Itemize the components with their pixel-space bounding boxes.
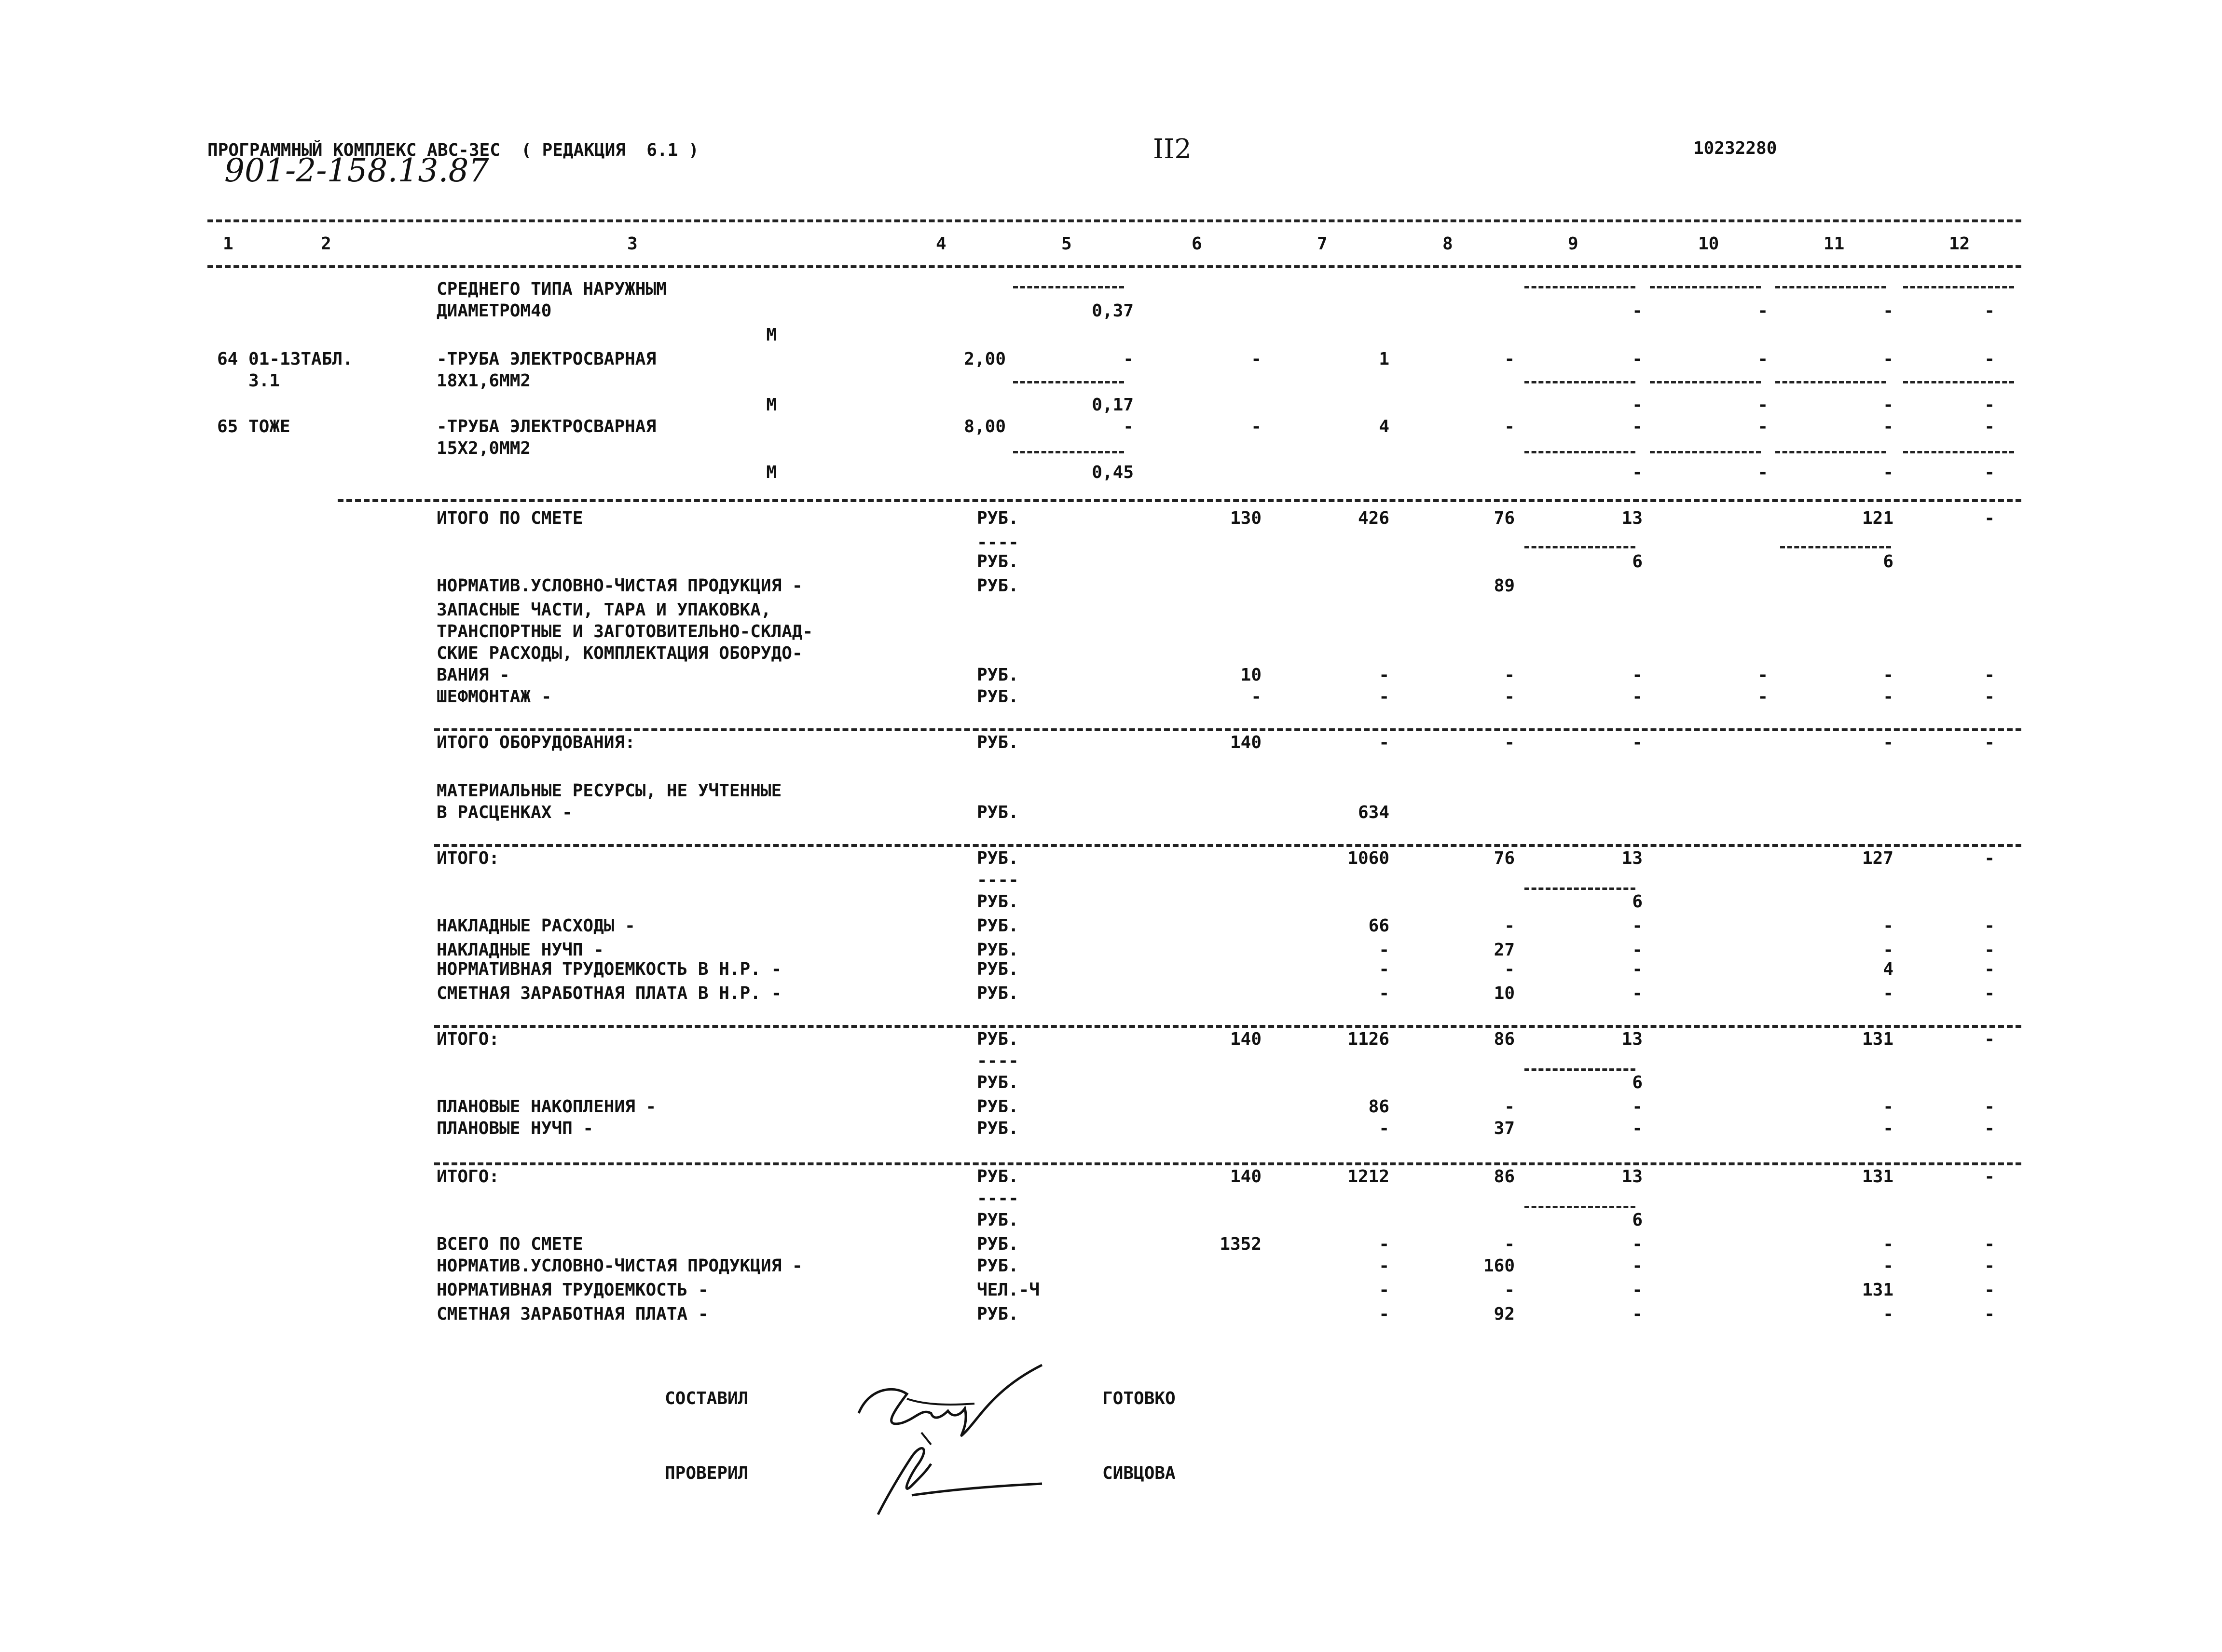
- cell-c3: 18Х1,6ММ2: [437, 371, 531, 391]
- cell-c4u: М: [766, 463, 777, 482]
- cell-c8: 37: [1494, 1119, 1515, 1138]
- cell-c10: -: [1757, 463, 1768, 482]
- cell-c12: -: [1984, 848, 1995, 868]
- cell-c3: ПЛАНОВЫЕ НУЧП -: [437, 1119, 594, 1138]
- cell-c12: -: [1984, 463, 1995, 482]
- cell-c8: 76: [1494, 848, 1515, 868]
- cell-cu: РУБ.: [977, 803, 1019, 822]
- separator-line: [207, 219, 2021, 222]
- column-underline: [1650, 381, 1761, 383]
- cell-c12: -: [1984, 940, 1995, 960]
- cell-c6: 1352: [1220, 1234, 1262, 1254]
- cell-cu: РУБ.: [977, 848, 1019, 868]
- cell-c6: 140: [1230, 1167, 1262, 1187]
- cell-c11: -: [1883, 417, 1893, 437]
- column-underline: [1524, 1068, 1635, 1071]
- cell-c6: 140: [1230, 1029, 1262, 1049]
- cell-c3: 15Х2,0ММ2: [437, 438, 531, 458]
- column-header-3: 3: [627, 234, 638, 254]
- cell-c7: 86: [1368, 1097, 1389, 1117]
- cell-c12: -: [1984, 1280, 1995, 1300]
- cell-c12: -: [1984, 1029, 1995, 1049]
- cell-c7: -: [1379, 1304, 1389, 1324]
- cell-c9: 6: [1632, 552, 1643, 572]
- column-underline: [1903, 286, 2014, 288]
- cell-c7: -: [1379, 940, 1389, 960]
- cell-c8: -: [1504, 733, 1515, 752]
- cell-c7: -: [1379, 1119, 1389, 1138]
- cell-c11: -: [1883, 983, 1893, 1003]
- checked-by-label: ПРОВЕРИЛ: [665, 1463, 749, 1483]
- separator-line: [434, 1162, 2021, 1165]
- cell-c11: 131: [1862, 1167, 1893, 1187]
- column-underline: [1903, 451, 2014, 453]
- cell-c11: 121: [1862, 508, 1893, 528]
- page-number: II2: [1153, 134, 1192, 165]
- cell-c4u: М: [766, 325, 777, 345]
- cell-c8: -: [1504, 916, 1515, 936]
- cell-c9: -: [1632, 940, 1643, 960]
- cell-c5: 0,37: [1092, 301, 1134, 321]
- cell-cu: РУБ.: [977, 1210, 1019, 1230]
- column-underline: [1524, 546, 1635, 548]
- column-underline: [1013, 451, 1124, 453]
- column-underline: [1524, 381, 1635, 383]
- column-underline: [1780, 546, 1891, 548]
- cell-c11: 131: [1862, 1280, 1893, 1300]
- cell-cu: РУБ.: [977, 1234, 1019, 1254]
- cell-cu: РУБ.: [977, 916, 1019, 936]
- cell-c9: 13: [1621, 1029, 1643, 1049]
- cell-c12: -: [1984, 959, 1995, 979]
- cell-c2: 01-13ТАБЛ.: [248, 349, 353, 369]
- cell-c12: -: [1984, 916, 1995, 936]
- column-header-2: 2: [321, 234, 331, 254]
- cell-c3: ПЛАНОВЫЕ НАКОПЛЕНИЯ -: [437, 1097, 657, 1117]
- cell-cu: ЧЕЛ.-Ч: [977, 1280, 1040, 1300]
- cell-c12: -: [1984, 983, 1995, 1003]
- cell-c8: -: [1504, 1097, 1515, 1117]
- cell-c9: 6: [1632, 892, 1643, 912]
- cell-c3: ВАНИЯ -: [437, 665, 510, 685]
- checked-by-name: СИВЦОВА: [1102, 1463, 1176, 1483]
- cell-c7: -: [1379, 733, 1389, 752]
- cell-c7: -: [1379, 983, 1389, 1003]
- cell-c3: ДИАМЕТРОМ40: [437, 301, 552, 321]
- cell-c8: -: [1504, 1280, 1515, 1300]
- cell-c8: 89: [1494, 576, 1515, 596]
- column-underline: [1524, 451, 1635, 453]
- cell-c3: НОРМАТИВНАЯ ТРУДОЕМКОСТЬ -: [437, 1280, 709, 1300]
- cell-c10: -: [1757, 417, 1768, 437]
- cell-c9: 6: [1632, 1210, 1643, 1230]
- cell-c12: -: [1984, 508, 1995, 528]
- cell-c3: НОРМАТИВНАЯ ТРУДОЕМКОСТЬ В Н.Р. -: [437, 959, 782, 979]
- cell-c8: 92: [1494, 1304, 1515, 1324]
- cell-c9: -: [1632, 983, 1643, 1003]
- cell-c3: МАТЕРИАЛЬНЫЕ РЕСУРСЫ, НЕ УЧТЕННЫЕ: [437, 781, 782, 801]
- cell-c11: -: [1883, 1234, 1893, 1254]
- cell-cu: РУБ.: [977, 687, 1019, 707]
- compiled-by-label: СОСТАВИЛ: [665, 1389, 749, 1408]
- cell-c9: 13: [1621, 1167, 1643, 1187]
- cell-c8: -: [1504, 665, 1515, 685]
- signature-scribble: [849, 1360, 1052, 1524]
- cell-c6: 140: [1230, 733, 1262, 752]
- cell-cu: ----: [977, 1188, 1019, 1208]
- cell-c11: 127: [1862, 848, 1893, 868]
- cell-c11: -: [1883, 665, 1893, 685]
- cell-c7: 1: [1379, 349, 1389, 369]
- cell-c8: 76: [1494, 508, 1515, 528]
- cell-cu: РУБ.: [977, 1167, 1019, 1187]
- column-underline: [1013, 381, 1124, 383]
- column-underline: [1524, 286, 1635, 288]
- separator-line: [338, 499, 2021, 502]
- column-header-1: 1: [223, 234, 233, 254]
- cell-c12: -: [1984, 1234, 1995, 1254]
- cell-c9: -: [1632, 1256, 1643, 1276]
- cell-c11: -: [1883, 301, 1893, 321]
- column-header-10: 10: [1698, 234, 1719, 254]
- cell-c3: -ТРУБА ЭЛЕКТРОСВАРНАЯ: [437, 417, 657, 437]
- cell-c3: НОРМАТИВ.УСЛОВНО-ЧИСТАЯ ПРОДУКЦИЯ -: [437, 1256, 803, 1276]
- cell-c3: ИТОГО ПО СМЕТЕ: [437, 508, 583, 528]
- cell-c3: НАКЛАДНЫЕ РАСХОДЫ -: [437, 916, 635, 936]
- cell-c10: -: [1757, 665, 1768, 685]
- handwritten-project-number: 901-2-158.13.87: [224, 152, 489, 189]
- cell-c8: -: [1504, 959, 1515, 979]
- compiled-by-name: ГОТОВКО: [1102, 1389, 1176, 1408]
- column-underline: [1650, 451, 1761, 453]
- cell-c11: -: [1883, 1097, 1893, 1117]
- cell-c11: 6: [1883, 552, 1893, 572]
- cell-c9: -: [1632, 395, 1643, 415]
- cell-c3: СМЕТНАЯ ЗАРАБОТНАЯ ПЛАТА -: [437, 1304, 709, 1324]
- column-header-9: 9: [1568, 234, 1578, 254]
- cell-c12: -: [1984, 1119, 1995, 1138]
- column-header-11: 11: [1824, 234, 1845, 254]
- cell-c7: 426: [1358, 508, 1389, 528]
- cell-c12: -: [1984, 395, 1995, 415]
- cell-cu: РУБ.: [977, 733, 1019, 752]
- cell-c11: -: [1883, 349, 1893, 369]
- cell-c3: СРЕДНЕГО ТИПА НАРУЖНЫМ: [437, 279, 667, 299]
- cell-c11: 131: [1862, 1029, 1893, 1049]
- cell-c8: -: [1504, 1234, 1515, 1254]
- cell-c6: 130: [1230, 508, 1262, 528]
- cell-c6: -: [1251, 349, 1262, 369]
- cell-cu: РУБ.: [977, 508, 1019, 528]
- cell-c9: -: [1632, 1234, 1643, 1254]
- cell-c5: -: [1123, 417, 1134, 437]
- cell-c9: -: [1632, 1097, 1643, 1117]
- cell-c12: -: [1984, 1256, 1995, 1276]
- column-underline: [1775, 381, 1886, 383]
- cell-c11: -: [1883, 733, 1893, 752]
- cell-c11: -: [1883, 1304, 1893, 1324]
- cell-c4u: М: [766, 395, 777, 415]
- cell-c7: 1060: [1347, 848, 1389, 868]
- cell-cu: РУБ.: [977, 1073, 1019, 1092]
- cell-c9: -: [1632, 1280, 1643, 1300]
- cell-c12: -: [1984, 417, 1995, 437]
- cell-c3: ИТОГО:: [437, 1167, 500, 1187]
- cell-c3: ТРАНСПОРТНЫЕ И ЗАГОТОВИТЕЛЬНО-СКЛАД-: [437, 622, 813, 642]
- cell-c5: 0,17: [1092, 395, 1134, 415]
- cell-c6: -: [1251, 687, 1262, 707]
- cell-c7: -: [1379, 1256, 1389, 1276]
- cell-c7: 4: [1379, 417, 1389, 437]
- column-header-6: 6: [1192, 234, 1202, 254]
- cell-c3: СМЕТНАЯ ЗАРАБОТНАЯ ПЛАТА В Н.Р. -: [437, 983, 782, 1003]
- cell-c12: -: [1984, 1304, 1995, 1324]
- cell-c3: В РАСЦЕНКАХ -: [437, 803, 573, 822]
- cell-c3: ИТОГО:: [437, 848, 500, 868]
- cell-c1: 65: [217, 417, 238, 437]
- cell-c3: ШЕФМОНТАЖ -: [437, 687, 552, 707]
- cell-c1: 64: [217, 349, 238, 369]
- column-underline: [1013, 286, 1124, 288]
- cell-cu: РУБ.: [977, 940, 1019, 960]
- cell-c7: -: [1379, 687, 1389, 707]
- cell-c9: -: [1632, 1304, 1643, 1324]
- cell-c11: -: [1883, 463, 1893, 482]
- cell-c3: НОРМАТИВ.УСЛОВНО-ЧИСТАЯ ПРОДУКЦИЯ -: [437, 576, 803, 596]
- cell-cu: РУБ.: [977, 1256, 1019, 1276]
- cell-c3: НАКЛАДНЫЕ НУЧП -: [437, 940, 604, 960]
- cell-c9: 13: [1621, 848, 1643, 868]
- cell-c9: -: [1632, 916, 1643, 936]
- column-header-4: 4: [936, 234, 946, 254]
- column-underline: [1650, 286, 1761, 288]
- column-underline: [1775, 451, 1886, 453]
- cell-c11: -: [1883, 687, 1893, 707]
- cell-c9: 6: [1632, 1073, 1643, 1092]
- cell-c9: -: [1632, 349, 1643, 369]
- cell-c11: -: [1883, 916, 1893, 936]
- column-underline: [1903, 381, 2014, 383]
- cell-c6: 10: [1240, 665, 1262, 685]
- cell-c12: -: [1984, 733, 1995, 752]
- cell-cu: ----: [977, 1051, 1019, 1071]
- cell-c6: -: [1251, 417, 1262, 437]
- cell-c7: -: [1379, 665, 1389, 685]
- cell-c9: -: [1632, 301, 1643, 321]
- cell-c12: -: [1984, 1097, 1995, 1117]
- cell-c12: -: [1984, 1167, 1995, 1187]
- cell-c11: -: [1883, 395, 1893, 415]
- cell-c3: ИТОГО ОБОРУДОВАНИЯ:: [437, 733, 635, 752]
- cell-cu: РУБ.: [977, 892, 1019, 912]
- cell-cu: РУБ.: [977, 552, 1019, 572]
- cell-cu: РУБ.: [977, 1097, 1019, 1117]
- cell-c8: -: [1504, 417, 1515, 437]
- cell-c4: 8,00: [964, 417, 1006, 437]
- document-code: 10232280: [1693, 138, 1777, 158]
- column-underline: [1524, 887, 1635, 890]
- cell-c3: ВСЕГО ПО СМЕТЕ: [437, 1234, 583, 1254]
- cell-c10: -: [1757, 687, 1768, 707]
- cell-c3: СКИЕ РАСХОДЫ, КОМПЛЕКТАЦИЯ ОБОРУДО-: [437, 643, 803, 663]
- cell-cu: РУБ.: [977, 1119, 1019, 1138]
- cell-c9: -: [1632, 665, 1643, 685]
- cell-c8: 86: [1494, 1029, 1515, 1049]
- cell-cu: ----: [977, 532, 1019, 552]
- cell-cu: РУБ.: [977, 1304, 1019, 1324]
- cell-c9: -: [1632, 463, 1643, 482]
- cell-c2: 3.1: [248, 371, 280, 391]
- cell-c9: -: [1632, 959, 1643, 979]
- separator-line: [207, 265, 2021, 268]
- column-header-12: 12: [1949, 234, 1970, 254]
- cell-c8: 10: [1494, 983, 1515, 1003]
- cell-c3: ЗАПАСНЫЕ ЧАСТИ, ТАРА И УПАКОВКА,: [437, 600, 771, 620]
- cell-c10: -: [1757, 349, 1768, 369]
- column-header-5: 5: [1061, 234, 1072, 254]
- cell-c11: -: [1883, 940, 1893, 960]
- cell-c2: ТОЖЕ: [248, 417, 290, 437]
- column-header-8: 8: [1442, 234, 1453, 254]
- separator-line: [434, 728, 2021, 731]
- cell-c8: 86: [1494, 1167, 1515, 1187]
- cell-c9: -: [1632, 687, 1643, 707]
- cell-c7: -: [1379, 959, 1389, 979]
- cell-c9: -: [1632, 733, 1643, 752]
- cell-c11: -: [1883, 1119, 1893, 1138]
- cell-c7: 66: [1368, 916, 1389, 936]
- cell-c7: -: [1379, 1280, 1389, 1300]
- separator-line: [434, 1025, 2021, 1028]
- cell-c11: -: [1883, 1256, 1893, 1276]
- cell-c9: -: [1632, 1119, 1643, 1138]
- cell-c3: -ТРУБА ЭЛЕКТРОСВАРНАЯ: [437, 349, 657, 369]
- cell-c5: -: [1123, 349, 1134, 369]
- cell-c7: 1126: [1347, 1029, 1389, 1049]
- cell-c12: -: [1984, 687, 1995, 707]
- cell-cu: РУБ.: [977, 576, 1019, 596]
- cell-c10: -: [1757, 301, 1768, 321]
- cell-c12: -: [1984, 301, 1995, 321]
- cell-c3: ИТОГО:: [437, 1029, 500, 1049]
- cell-cu: РУБ.: [977, 983, 1019, 1003]
- cell-cu: ----: [977, 870, 1019, 890]
- cell-cu: РУБ.: [977, 959, 1019, 979]
- cell-c7: 1212: [1347, 1167, 1389, 1187]
- column-underline: [1775, 286, 1886, 288]
- cell-c10: -: [1757, 395, 1768, 415]
- cell-cu: РУБ.: [977, 1029, 1019, 1049]
- cell-c8: -: [1504, 349, 1515, 369]
- cell-c11: 4: [1883, 959, 1893, 979]
- separator-line: [434, 844, 2021, 847]
- cell-c9: -: [1632, 417, 1643, 437]
- cell-c5: 0,45: [1092, 463, 1134, 482]
- cell-c12: -: [1984, 349, 1995, 369]
- cell-c8: -: [1504, 687, 1515, 707]
- cell-c12: -: [1984, 665, 1995, 685]
- program-header: ПРОГРАММНЫЙ КОМПЛЕКС АВС-3ЕС ( РЕДАКЦИЯ 6.1 ): [207, 140, 699, 160]
- column-underline: [1524, 1206, 1635, 1208]
- cell-c8: 160: [1483, 1256, 1515, 1276]
- column-header-7: 7: [1317, 234, 1328, 254]
- cell-c4: 2,00: [964, 349, 1006, 369]
- cell-c7: -: [1379, 1234, 1389, 1254]
- cell-c7: 634: [1358, 803, 1389, 822]
- cell-c8: 27: [1494, 940, 1515, 960]
- cell-c9: 13: [1621, 508, 1643, 528]
- cell-cu: РУБ.: [977, 665, 1019, 685]
